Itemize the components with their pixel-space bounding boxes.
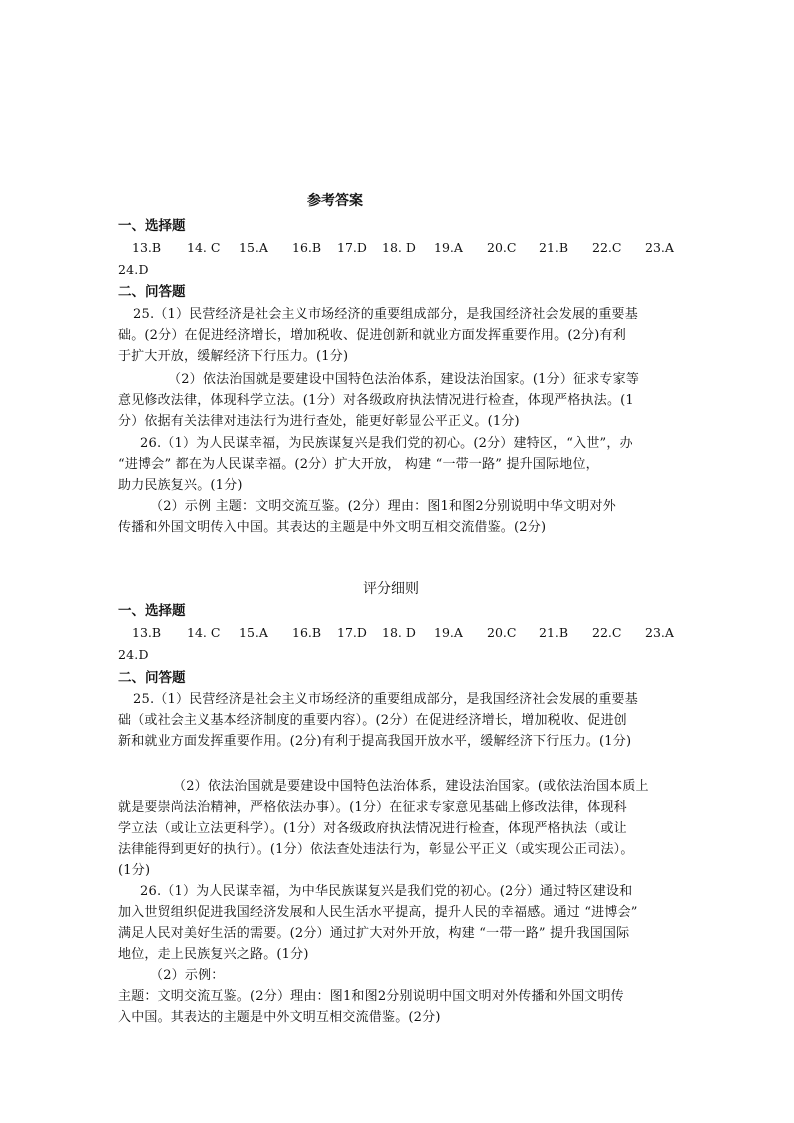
- paragraph-line: （2）依法治国就是要建设中国特色法治体系，建设法治国家。(或依法治国本质上: [173, 779, 649, 794]
- answer-14: 14. C: [187, 625, 221, 640]
- answer-20: 20.C: [487, 240, 517, 255]
- answer-24: 24.D: [118, 262, 149, 277]
- answer-17: 17.D: [337, 240, 367, 255]
- answer-17: 17.D: [337, 625, 367, 640]
- answer-16: 16.B: [292, 240, 322, 255]
- answer-18: 18. D: [382, 625, 416, 640]
- paragraph-line: （2）依法治国就是要建设中国特色法治体系，建设法治国家。(1分）征求专家等: [168, 372, 640, 387]
- qa-heading: 二、问答题: [118, 284, 186, 300]
- answer-19: 19.A: [434, 625, 463, 640]
- paragraph-line: （2）示例：: [150, 968, 225, 983]
- answer-15: 15.A: [239, 240, 268, 255]
- choice-heading: 一、选择题: [118, 603, 186, 619]
- paragraph-line: 26.（1）为人民谋幸福，为中华民族谋复兴是我们党的初心。(2分）通过特区建设和: [140, 884, 633, 899]
- paragraph-line: “进博会” 都在为人民谋幸福。(2分）扩大开放， 构建 “一带一路” 提升国际地位，: [118, 457, 599, 472]
- paragraph-line: 地位，走上民族复兴之路。(1分): [118, 947, 309, 962]
- answer-23: 23.A: [645, 625, 674, 640]
- answer-21: 21.B: [539, 625, 569, 640]
- paragraph-line: 学立法（或让立法更科学）。(1分）对各级政府执法情况进行检查，体现严格执法（或让: [118, 821, 627, 836]
- answer-13: 13.B: [132, 240, 162, 255]
- paragraph-line: 法律能得到更好的执行）。(1分）依法查处违法行为，彰显公平正义（或实现公正司法）。: [118, 842, 634, 857]
- answer-23: 23.A: [645, 240, 674, 255]
- answer-18: 18. D: [382, 240, 416, 255]
- answer-15: 15.A: [239, 625, 268, 640]
- answer-24: 24.D: [118, 647, 149, 662]
- paragraph-line: 新和就业方面发挥重要作用。(2分)有利于提高我国开放水平，缓解经济下行压力。(1分): [118, 734, 632, 749]
- paragraph-line: 25.（1）民营经济是社会主义市场经济的重要组成部分，是我国经济社会发展的重要基: [133, 307, 638, 322]
- choice-heading: 一、选择题: [118, 218, 186, 234]
- section-title-reference-answers: 参考答案: [307, 193, 363, 209]
- answer-19: 19.A: [434, 240, 463, 255]
- answer-22: 22.C: [592, 240, 622, 255]
- answer-16: 16.B: [292, 625, 322, 640]
- paragraph-line: 满足人民对美好生活的需要。(2分）通过扩大对外开放，构建 “一带一路” 提升我国国际: [118, 926, 630, 941]
- paragraph-line: 助力民族复兴。(1分): [118, 478, 243, 493]
- paragraph-line: (1分): [118, 863, 151, 878]
- paragraph-line: 础。(2分）在促进经济增长，增加税收、促进创新和就业方面发挥重要作用。(2分)有利: [118, 328, 626, 343]
- section-title-scoring-rules: 评分细则: [363, 581, 419, 597]
- paragraph-line: 就是要崇尚法治精神，严格依法办事）。(1分）在征求专家意见基础上修改法律，体现科: [118, 800, 627, 815]
- answer-21: 21.B: [539, 240, 569, 255]
- qa-heading: 二、问答题: [118, 670, 186, 686]
- paragraph-line: （2）示例 主题：文明交流互鉴。(2分）理由：图1和图2分别说明中华文明对外: [150, 499, 616, 514]
- paragraph-line: 25.（1）民营经济是社会主义市场经济的重要组成部分，是我国经济社会发展的重要基: [133, 692, 638, 707]
- paragraph-line: 加入世贸组织促进我国经济发展和人民生活水平提高，提升人民的幸福感。通过 “进博会”: [118, 905, 638, 920]
- answer-13: 13.B: [132, 625, 162, 640]
- paragraph-line: 26.（1）为人民谋幸福，为民族谋复兴是我们党的初心。(2分）建特区，“入世”，办: [140, 436, 633, 451]
- paragraph-line: 主题：文明交流互鉴。(2分）理由：图1和图2分别说明中国文明对外传播和外国文明传: [118, 989, 624, 1004]
- paragraph-line: 传播和外国文明传入中国。其表达的主题是中外文明互相交流借鉴。(2分): [118, 520, 547, 535]
- paragraph-line: 分）依据有关法律对违法行为进行查处，能更好彰显公平正义。(1分): [118, 414, 520, 429]
- paragraph-line: 于扩大开放，缓解经济下行压力。(1分): [118, 349, 349, 364]
- paragraph-line: 入中国。其表达的主题是中外文明互相交流借鉴。(2分): [118, 1010, 441, 1025]
- paragraph-line: 意见修改法律，体现科学立法。(1分）对各级政府执法情况进行检查，体现严格执法。(1: [118, 393, 634, 408]
- answer-14: 14. C: [187, 240, 221, 255]
- paragraph-line: 础（或社会主义基本经济制度的重要内容）。(2分）在促进经济增长，增加税收、促进创: [118, 713, 627, 728]
- answer-20: 20.C: [487, 625, 517, 640]
- answer-22: 22.C: [592, 625, 622, 640]
